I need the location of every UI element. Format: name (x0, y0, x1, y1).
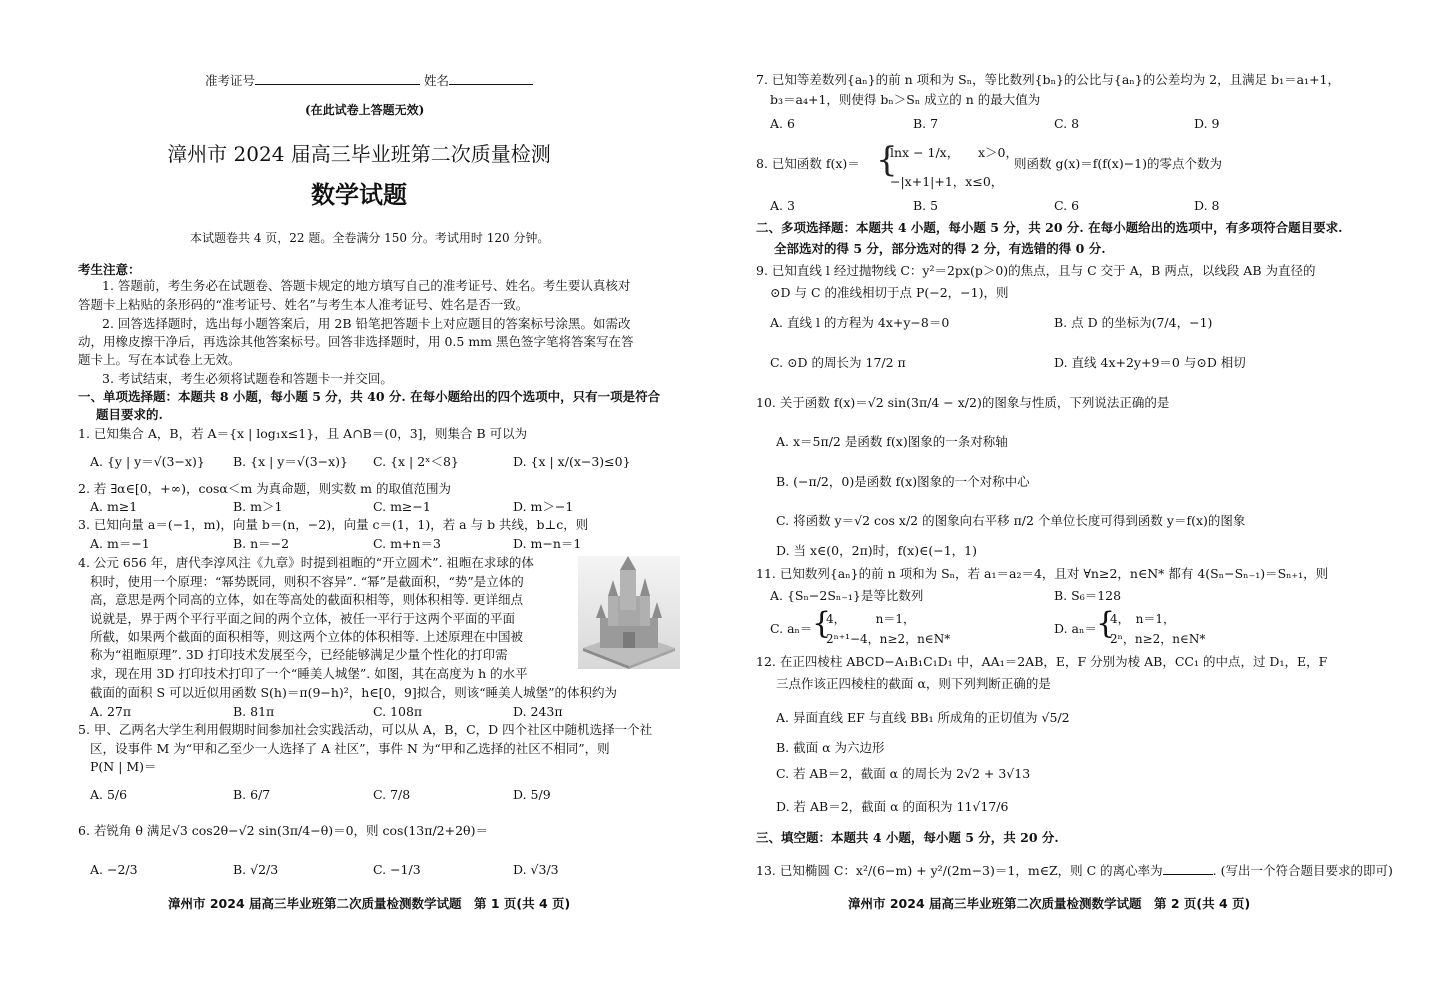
name-label: 姓名 (424, 73, 450, 88)
page-2 (718, 0, 1436, 983)
q12-option-d: D. 若 AB＝2，截面 α 的面积为 11√17/6 (776, 799, 1009, 814)
q4-line: 称为“祖暅原理”. 3D 打印技术发展至今，已经能够满足少量个性化的打印需 (90, 647, 508, 662)
q5-option-b: B. 6/7 (233, 787, 271, 802)
q2-stem: 2. 若 ∃α∈[0，+∞)，cosα＜m 为真命题，则实数 m 的取值范围为 (78, 481, 451, 496)
q4-line: 说就是，界于两个平行平面之间的两个立体，被任一平行于这两个平面的平面 (90, 611, 516, 626)
q9-line: ⊙D 与 C 的准线相切于点 P(−2，−1)，则 (770, 285, 1009, 300)
q12-option-a: A. 异面直线 EF 与直线 BB₁ 所成角的正切值为 √5/2 (776, 710, 1070, 725)
q8-case2: −|x+1|+1，x≤0， (890, 174, 1004, 189)
q4-line: 求，现在用 3D 打印技术打印了一个“睡美人城堡”. 如图，其在高度为 h 的水平 (90, 666, 528, 681)
q4-line: 截面的面积 S 可以近似用函数 S(h)＝π(9−h)²，h∈[0，9]拟合，则该“睡美人城堡”的体积约为 (90, 685, 618, 700)
castle-image (578, 556, 680, 669)
q12-line: 三点作该正四棱柱的截面 α，则下列判断正确的是 (776, 676, 1051, 691)
q5-line: P(N | M)＝ (90, 759, 157, 774)
q7-option-a: A. 6 (770, 116, 795, 131)
q11-option-c-prefix: C. aₙ＝ (770, 621, 813, 636)
q11-option-b: B. S₆＝128 (1054, 588, 1122, 603)
q10-option-a: A. x＝5π/2 是函数 f(x)图象的一条对称轴 (776, 434, 1008, 449)
section1-title: 一、单项选择题：本题共 8 小题，每小题 5 分，共 40 分. 在每小题给出的四个选项中，只有一项是符合 (78, 389, 661, 404)
exam-title: 漳州市 2024 届高三毕业班第二次质量检测 (167, 142, 551, 166)
q12-option-c: C. 若 AB＝2，截面 α 的周长为 2√2 + 3√13 (776, 766, 1031, 781)
q4-option-d: D. 243π (513, 704, 563, 719)
q8-prefix: 8. 已知函数 f(x)＝ (756, 156, 860, 171)
q4-line: 高，意思是两个同高的立体，如在等高处的截面积相等，则体积相等. 更详细点 (90, 592, 523, 607)
ticket-label: 准考证号 (205, 73, 256, 88)
q11-d-brace: { (1096, 606, 1116, 641)
q13-answer-blank[interactable] (1163, 862, 1213, 875)
q6-option-c: C. −1/3 (373, 862, 421, 877)
q4-option-b: B. 81π (233, 704, 275, 719)
q3-option-c: C. m+n＝3 (373, 536, 441, 551)
q6-option-d: D. √3/3 (513, 862, 559, 877)
q13-stem: 13. 已知椭圆 C：x²/(6−m) + y²/(2m−3)＝1，m∈Z，则 C 的离心率为 (756, 863, 1163, 878)
q1-option-b: B. {x | y＝√(3−x)} (233, 454, 349, 469)
q5-line: 区，设事件 M 为“甲和乙至少一人选择了 A 社区”，事件 N 为“甲和乙选择的社区不相同”，则 (90, 741, 610, 756)
q1-stem: 1. 已知集合 A，B，若 A＝{x | log₁x≤1}，且 A∩B＝(0，3]，则集合 B 可以为 (78, 426, 528, 441)
q3-option-b: B. n＝−2 (233, 536, 290, 551)
q10-option-c: C. 将函数 y＝√2 cos x/2 的图象向右平移 π/2 个单位长度可得到函数 y＝f(x)的图象 (776, 513, 1246, 528)
q6-stem: 6. 若锐角 θ 满足√3 cos2θ−√2 sin(3π/4−θ)＝0，则 cos(13π/2+2θ)＝ (78, 823, 488, 838)
q2-option-d: D. m＞−1 (513, 499, 574, 514)
q9-option-b: B. 点 D 的坐标为(7/4，−1) (1054, 315, 1213, 330)
subject-title: 数学试题 (311, 180, 407, 209)
q12-option-b: B. 截面 α 为六边形 (776, 740, 885, 755)
q6-option-b: B. √2/3 (233, 862, 279, 877)
q8-brace: { (876, 140, 898, 180)
q8-option-b: B. 5 (913, 198, 939, 213)
q10-option-b: B. (−π/2，0)是函数 f(x)图象的一个对称中心 (776, 474, 1030, 489)
q11-option-d-prefix: D. aₙ＝ (1054, 621, 1097, 636)
q4-option-a: A. 27π (90, 704, 132, 719)
notice-line: 3. 考试结束，考生必须将试题卷和答题卡一并交回。 (102, 371, 393, 386)
q12-line: 12. 在正四棱柱 ABCD−A₁B₁C₁D₁ 中，AA₁＝2AB，E，F 分别为棱 AB，CC₁ 的中点，过 D₁，E，F (756, 654, 1328, 669)
q8-option-d: D. 8 (1194, 198, 1220, 213)
section2-title-cont: 全部选对的得 5 分，部分选对的得 2 分，有选错的得 0 分. (774, 241, 1106, 256)
q2-option-b: B. m＞1 (233, 499, 283, 514)
q7-line: b₃＝a₄+1，则使得 bₙ＞Sₙ 成立的 n 的最大值为 (770, 92, 1041, 107)
q11-option-d-case2: 2ⁿ，n≥2，n∈N* (1110, 632, 1206, 646)
q11-stem: 11. 已知数列{aₙ}的前 n 项和为 Sₙ，若 a₁＝a₂＝4，且对 ∀n≥2，n∈N* 都有 4(Sₙ−Sₙ₋₁)＝Sₙ₊₁，则 (756, 566, 1329, 581)
q8-suffix: 则函数 g(x)＝f(f(x)−1)的零点个数为 (1014, 156, 1223, 171)
q11-option-c-case2: 2ⁿ⁺¹−4，n≥2，n∈N* (826, 632, 951, 646)
q5-line: 5. 甲、乙两名大学生利用假期时间参加社会实践活动，可以从 A，B，C，D 四个社区中随机选择一个社 (78, 722, 653, 737)
invalid-note: (在此试卷上答题无效) (305, 103, 425, 117)
notice-line: 动，用橡皮擦干净后，再选涂其他答案标号。回答非选择题时，用 0.5 mm 黑色签字笔将答案写在答 (78, 334, 634, 349)
notice-line: 题卡上。写在本试卷上无效。 (78, 352, 241, 367)
castle-drawing (578, 556, 680, 669)
q10-stem: 10. 关于函数 f(x)＝√2 sin(3π/4 − x/2)的图象与性质，下列说法正确的是 (756, 395, 1170, 410)
notice-line: 1. 答题前，考生务必在试题卷、答题卡规定的地方填写自己的准考证号、姓名。考生要认真核对 (102, 278, 631, 293)
section2-title: 二、多项选择题：本题共 4 小题，每小题 5 分，共 20 分. 在每小题给出的选项中，有多项符合题目要求. (756, 220, 1343, 235)
q5-option-a: A. 5/6 (90, 787, 128, 802)
exam-info: 本试题卷共 4 页，22 题。全卷满分 150 分。考试用时 120 分钟。 (190, 231, 550, 245)
q9-option-a: A. 直线 l 的方程为 4x+y−8＝0 (770, 315, 950, 330)
notice-line: 答题卡上粘贴的条形码的“准考证号、姓名”与考生本人准考证号、姓名是否一致。 (78, 297, 529, 312)
q3-stem: 3. 已知向量 a＝(−1，m)，向量 b＝(n，−2)，向量 c＝(1，1)，若 a 与 b 共线，b⊥c，则 (78, 517, 589, 532)
q13-stem-line (756, 862, 1393, 879)
q8-option-c: C. 6 (1054, 198, 1080, 213)
notice-line: 2. 回答选择题时，选出每小题答案后，用 2B 铅笔把答题卡上对应题目的答案标号涂黑。如需改 (102, 316, 631, 331)
q7-option-c: C. 8 (1054, 116, 1080, 131)
q3-option-d: D. m−n＝1 (513, 536, 582, 551)
q11-c-brace: { (812, 606, 832, 641)
q6-option-a: A. −2/3 (90, 862, 138, 877)
q4-option-c: C. 108π (373, 704, 423, 719)
q8-case1: lnx − 1/x， x＞0， (890, 145, 1018, 160)
q9-line: 9. 已知直线 l 经过抛物线 C：y²＝2px(p＞0)的焦点，且与 C 交于 A，B 两点，以线段 AB 为直径的 (756, 263, 1316, 278)
q11-option-a: A. {Sₙ−2Sₙ₋₁}是等比数列 (770, 588, 924, 603)
q1-option-a: A. {y | y＝√(3−x)} (90, 454, 205, 469)
page-1 (0, 0, 718, 983)
q2-option-a: A. m≥1 (90, 499, 138, 514)
q4-line: 所截，如果两个截面的面积相等，则这两个立体的体积相等. 上述原理在中国被 (90, 629, 523, 644)
notice-title: 考生注意： (78, 262, 141, 277)
q4-line: 积时，使用一个原理：“幂势既同，则积不容异”. “幂”是截面积，“势”是立体的 (90, 574, 524, 589)
q1-option-d: D. {x | x/(x−3)≤0} (513, 454, 631, 469)
q9-option-c: C. ⊙D 的周长为 17/2 π (770, 355, 906, 370)
section1-title-cont: 题目要求的. (96, 407, 163, 422)
q7-line: 7. 已知等差数列{aₙ}的前 n 项和为 Sₙ，等比数列{bₙ}的公比与{aₙ}的公差均为 2，且满足 b₁＝a₁+1， (756, 72, 1340, 87)
q11-option-d-case1: 4， n＝1， (1110, 612, 1175, 626)
q8-option-a: A. 3 (770, 198, 795, 213)
page1-footer: 漳州市 2024 届高三毕业班第二次质量检测数学试题 第 1 页(共 4 页) (168, 896, 571, 911)
q9-option-d: D. 直线 4x+2y+9＝0 与⊙D 相切 (1054, 355, 1246, 370)
q5-option-c: C. 7/8 (373, 787, 411, 802)
q5-option-d: D. 5/9 (513, 787, 551, 802)
q2-option-c: C. m≥−1 (373, 499, 431, 514)
q11-option-c-case1: 4， n＝1， (826, 612, 915, 626)
q7-option-d: D. 9 (1194, 116, 1220, 131)
q4-line: 4. 公元 656 年，唐代李淳风注《九章》时提到祖暅的“开立圆术”. 祖暅在求球的体 (78, 555, 534, 570)
page2-footer: 漳州市 2024 届高三毕业班第二次质量检测数学试题 第 2 页(共 4 页) (848, 896, 1251, 911)
q3-option-a: A. m＝−1 (90, 536, 150, 551)
q7-option-b: B. 7 (913, 116, 939, 131)
q1-option-c: C. {x | 2ˣ＜8} (373, 454, 459, 469)
q10-option-d: D. 当 x∈(0，2π)时，f(x)∈(−1，1) (776, 543, 977, 558)
section3-title: 三、填空题：本题共 4 小题，每小题 5 分，共 20 分. (756, 830, 1059, 845)
ticket-name-line (205, 72, 533, 89)
q13-note: . (写出一个符合题目要求的即可) (1212, 863, 1393, 878)
